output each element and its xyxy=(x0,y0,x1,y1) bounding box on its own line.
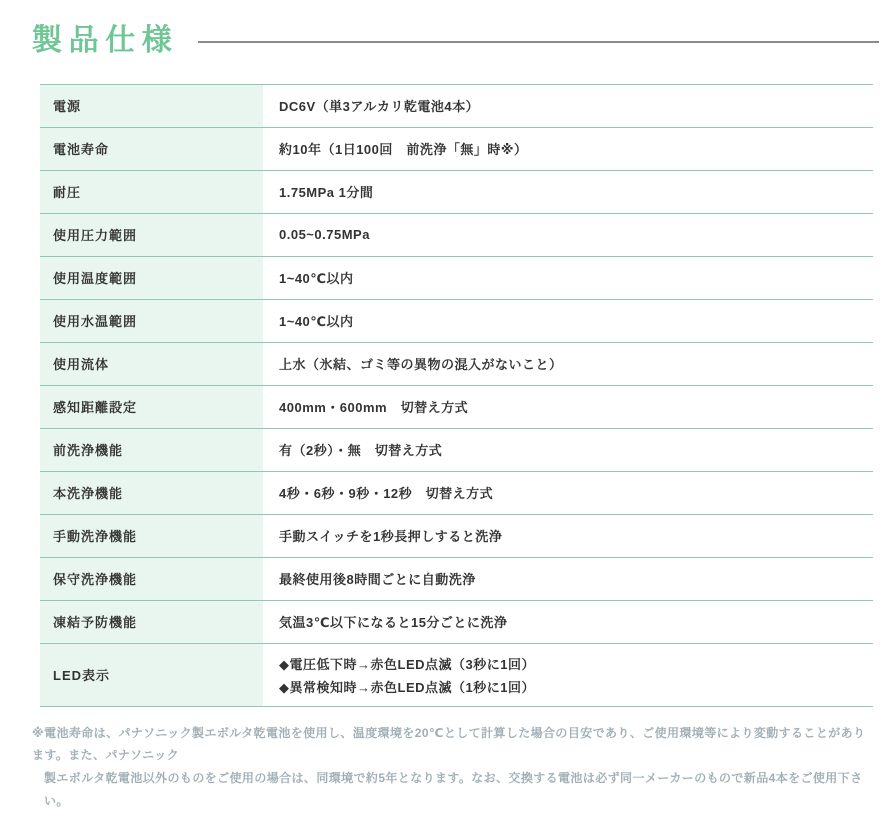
spec-label: 使用水温範囲 xyxy=(40,300,263,342)
spec-row-pressure-range xyxy=(40,213,873,256)
spec-value: 上水（氷結、ゴミ等の異物の混入がないこと） xyxy=(263,343,873,385)
led-line-abnormality: ◆異常検知時→赤色LED点滅（1秒に1回） xyxy=(279,679,535,695)
spec-row-pre-wash xyxy=(40,428,873,471)
footnote xyxy=(32,722,877,813)
footnote-line-2: 製エボルタ乾電池以外のものをご使用の場合は、同環境で約5年となります。なお、交換する電池は必ず同一メーカーのもので新品4本をご使用下さい。 xyxy=(44,771,863,808)
spec-value: 4秒・6秒・9秒・12秒 切替え方式 xyxy=(263,472,873,514)
spec-value xyxy=(263,644,873,706)
spec-row-main-wash xyxy=(40,471,873,514)
spec-row-power xyxy=(40,84,873,127)
spec-value: 0.05~0.75MPa xyxy=(263,214,873,256)
spec-row-pressure-resistance xyxy=(40,170,873,213)
header-rule xyxy=(198,41,879,43)
spec-label: 手動洗浄機能 xyxy=(40,515,263,557)
spec-value: DC6V（単3アルカリ乾電池4本） xyxy=(263,85,873,127)
led-value-lines xyxy=(279,646,535,704)
section-header xyxy=(32,22,879,60)
spec-row-manual-wash xyxy=(40,514,873,557)
led-line-low-voltage: ◆電圧低下時→赤色LED点滅（3秒に1回） xyxy=(279,656,535,672)
spec-label: 耐圧 xyxy=(40,171,263,213)
spec-value: 1~40℃以内 xyxy=(263,257,873,299)
spec-label: 保守洗浄機能 xyxy=(40,558,263,600)
spec-label: 使用温度範囲 xyxy=(40,257,263,299)
spec-label: 凍結予防機能 xyxy=(40,601,263,643)
spec-value: 400mm・600mm 切替え方式 xyxy=(263,386,873,428)
spec-label: 本洗浄機能 xyxy=(40,472,263,514)
spec-value: 気温3℃以下になると15分ごとに洗浄 xyxy=(263,601,873,643)
spec-row-battery-life xyxy=(40,127,873,170)
spec-value: 1~40℃以内 xyxy=(263,300,873,342)
spec-row-water-temp-range xyxy=(40,299,873,342)
spec-value: 手動スイッチを1秒長押しすると洗浄 xyxy=(263,515,873,557)
spec-row-fluid xyxy=(40,342,873,385)
spec-label: 使用流体 xyxy=(40,343,263,385)
spec-value: 約10年（1日100回 前洗浄「無」時※） xyxy=(263,128,873,170)
spec-label: 電池寿命 xyxy=(40,128,263,170)
spec-row-maintenance-wash xyxy=(40,557,873,600)
spec-label: 前洗浄機能 xyxy=(40,429,263,471)
spec-label: LED表示 xyxy=(40,644,263,706)
spec-label: 電源 xyxy=(40,85,263,127)
spec-label: 使用圧力範囲 xyxy=(40,214,263,256)
page-title: 製品仕様 xyxy=(32,24,179,57)
spec-row-freeze-prevention xyxy=(40,600,873,643)
spec-label: 感知距離設定 xyxy=(40,386,263,428)
spec-row-led-display xyxy=(40,643,873,706)
spec-table xyxy=(40,84,873,707)
product-spec-page xyxy=(0,22,895,808)
footnote-line-1: ※電池寿命は、パナソニック製エボルタ乾電池を使用し、温度環境を20℃として計算した場合の目安であり、ご使用環境等により変動することがあります。また、パナソニック xyxy=(32,725,866,763)
spec-value: 有（2秒）・無 切替え方式 xyxy=(263,429,873,471)
spec-row-sensing-distance xyxy=(40,385,873,428)
spec-value: 最終使用後8時間ごとに自動洗浄 xyxy=(263,558,873,600)
spec-row-temp-range xyxy=(40,256,873,299)
spec-value: 1.75MPa 1分間 xyxy=(263,171,873,213)
